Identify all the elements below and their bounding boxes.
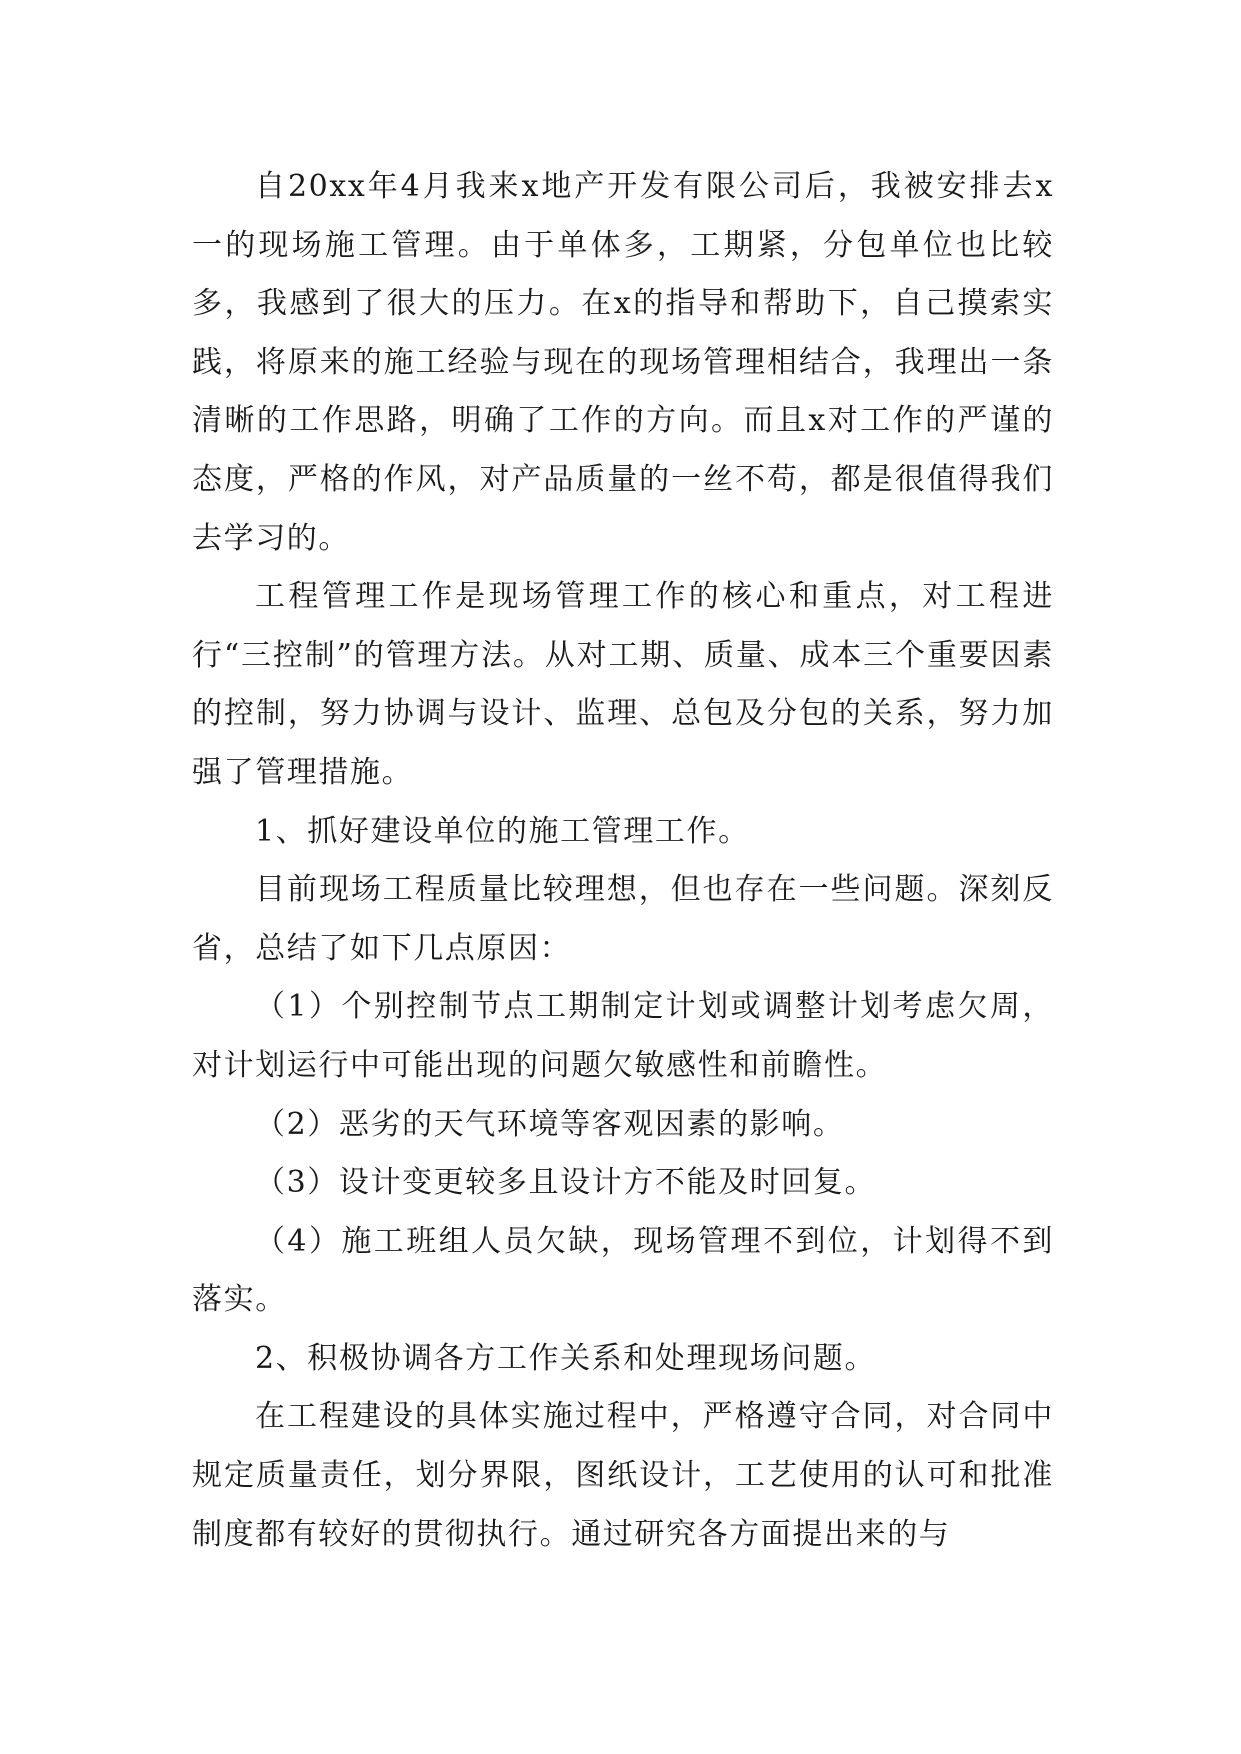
paragraph-intro: 自20xx年4月我来x地产开发有限公司后，我被安排去x一的现场施工管理。由于单体多，工期紧，分包单位也比较多，我感到了很大的压力。在x的指导和帮助下，自己摸索实践，将原来的施工经验与现在的现场管理相结合，我理出一条清晰的工作思路，明确了工作的方向。而且x对工作的严谨的态度，严格的作风，对产品质量的一丝不苟，都是很值得我们去学习的。 bbox=[192, 169, 1054, 556]
reason-item-1: （1）个别控制节点工期制定计划或调整计划考虑欠周，对计划运行中可能出现的问题欠敏感性和前瞻性。 bbox=[192, 989, 1054, 1083]
reason-item-3: （3）设计变更较多且设计方不能及时回复。 bbox=[255, 1165, 877, 1201]
paragraph-quality: 目前现场工程质量比较理想，但也存在一些问题。深刻反省，总结了如下几点原因： bbox=[192, 872, 1054, 966]
reason-item-4: （4）施工班组人员欠缺，现场管理不到位，计划得不到落实。 bbox=[192, 1223, 1054, 1318]
section-heading-2: 2、积极协调各方工作关系和处理现场问题。 bbox=[255, 1340, 877, 1376]
paragraph-management: 工程管理工作是现场管理工作的核心和重点，对工程进行“三控制”的管理方法。从对工期、质量、成本三个重要因素的控制，努力协调与设计、监理、总包及分包的关系，努力加强了管理措施。 bbox=[192, 579, 1054, 790]
document-body bbox=[192, 158, 1054, 1564]
section-heading-1: 1、抓好建设单位的施工管理工作。 bbox=[255, 813, 750, 849]
reason-item-2: （2）恶劣的天气环境等客观因素的影响。 bbox=[255, 1106, 845, 1142]
paragraph-contract: 在工程建设的具体实施过程中，严格遵守合同，对合同中规定质量责任，划分界限，图纸设计，工艺使用的认可和批准制度都有较好的贯彻执行。通过研究各方面提出来的与 bbox=[192, 1399, 1054, 1552]
